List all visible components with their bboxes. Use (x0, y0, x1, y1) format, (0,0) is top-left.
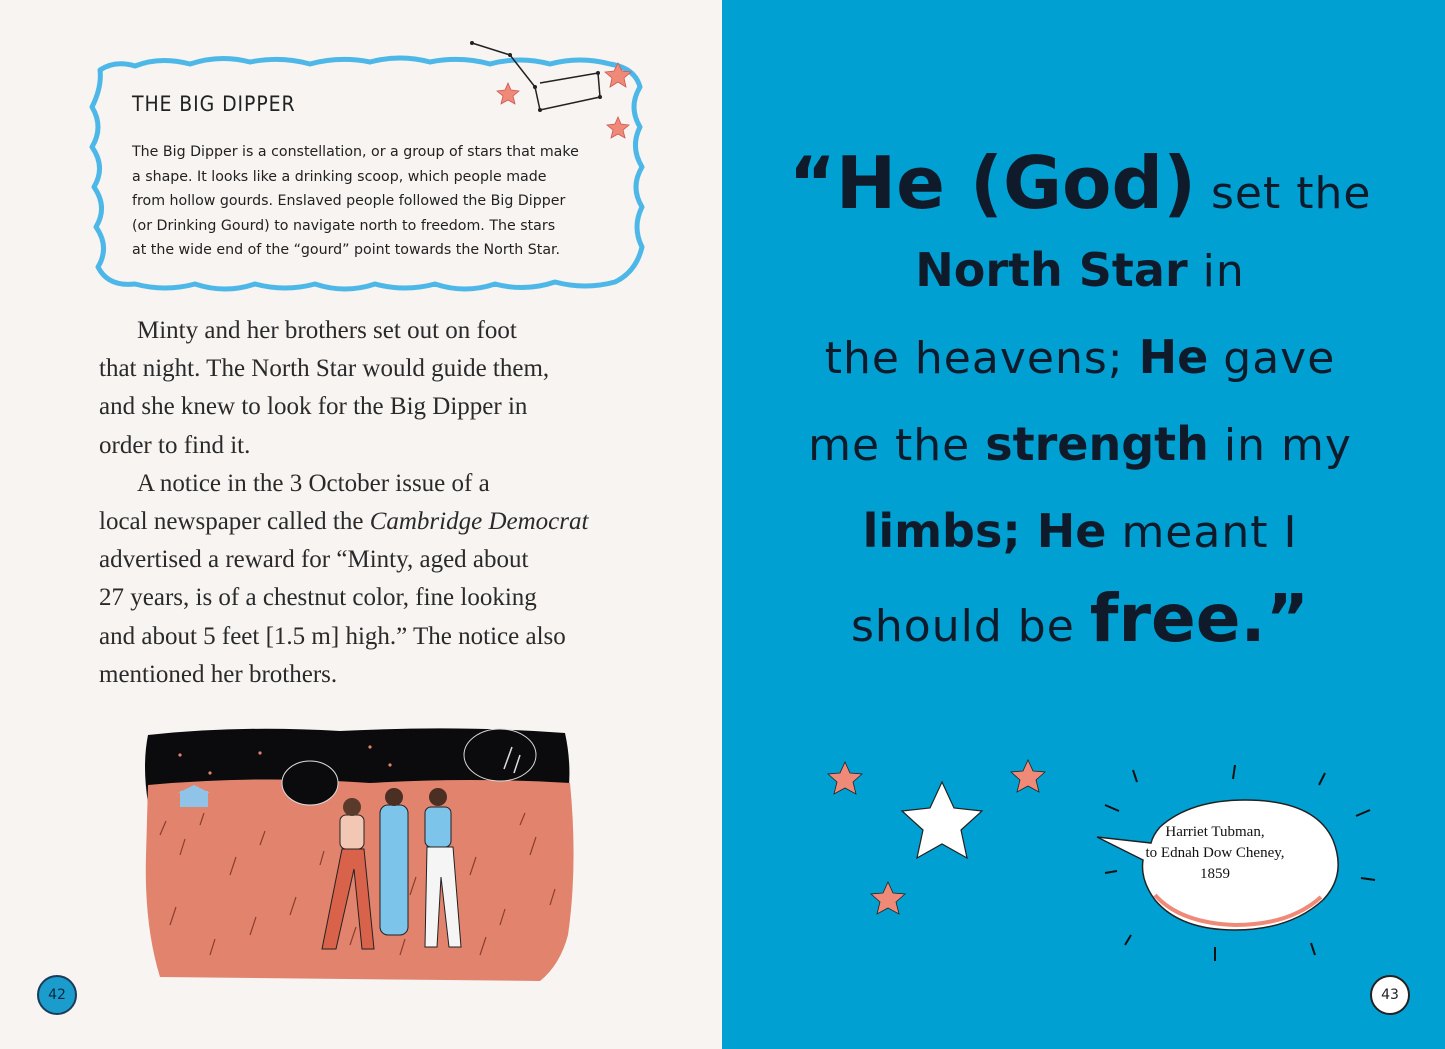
quote-text: gave (1208, 333, 1336, 384)
quote-line (760, 575, 1400, 662)
line-text: and she knew to look for the Big Dipper in (99, 393, 528, 421)
quote-emphasis: He (1138, 330, 1209, 384)
quote-emphasis: strength (985, 417, 1209, 471)
quote-line (760, 140, 1400, 227)
attribution-name: Harriet Tubman, (1165, 824, 1265, 840)
line-text: A notice in the 3 October issue of a (137, 469, 490, 497)
quote-line (760, 401, 1400, 488)
paragraph-line (99, 503, 639, 541)
line-text: and about 5 feet [1.5 m] high.” The notice also (99, 622, 566, 650)
paragraph-line (99, 350, 639, 388)
quote-emphasis: free.” (1089, 580, 1309, 657)
line-text: Minty and her brothers set out on foot (137, 317, 517, 344)
paragraph-line (99, 388, 639, 426)
line-text: 27 years, is of a chestnut color, fine looking (99, 584, 537, 612)
quote-text: should be (851, 601, 1090, 652)
page-number: 43 (1370, 975, 1410, 1015)
quote-emphasis: “He (God) (788, 141, 1196, 225)
sidebar-line: from hollow gourds. Enslaved people followed the Big Dipper (132, 193, 566, 209)
sidebar-title: THE BIG DIPPER (132, 92, 296, 116)
quote-text: set the (1195, 168, 1372, 219)
decorative-stars-icon (800, 740, 1060, 930)
line-text: that night. The North Star would guide them, (99, 355, 550, 383)
line-text: local newspaper called the (99, 508, 370, 536)
quote-line (760, 488, 1400, 575)
left-page (0, 0, 722, 1049)
quote (760, 140, 1400, 662)
sidebar-text (132, 140, 612, 263)
sidebar-line: at the wide end of the “gourd” point towards the North Star. (132, 242, 561, 258)
line-text: advertised a reward for “Minty, aged about (99, 546, 529, 574)
paragraph-line (99, 541, 639, 579)
paragraph-line (99, 465, 639, 503)
quote-line (760, 314, 1400, 401)
line-text: order to find it. (99, 431, 251, 459)
page-number: 42 (37, 975, 77, 1015)
quote-text: the heavens; (824, 333, 1139, 384)
paragraph-line (99, 427, 639, 465)
newspaper-name: Cambridge Democrat (369, 508, 589, 536)
quote-text: in my (1208, 420, 1352, 471)
quote-line (760, 227, 1400, 314)
quote-text: me the (808, 420, 986, 471)
sidebar-line: a shape. It looks like a drinking scoop, which people made (132, 168, 547, 185)
sidebar-line: The Big Dipper is a constellation, or a group of stars that make (132, 144, 579, 160)
quote-text: meant I (1106, 507, 1298, 558)
paragraph-line (99, 618, 639, 656)
line-text: mentioned her brothers. (99, 660, 338, 688)
attribution-year: 1859 (1200, 866, 1230, 882)
paragraph-line (99, 579, 639, 617)
quote-text: in (1187, 246, 1245, 297)
paragraph-line (99, 656, 639, 694)
body-text (99, 312, 639, 694)
paragraph-line (99, 312, 639, 350)
sidebar-line: (or Drinking Gourd) to navigate north to freedom. The stars (132, 217, 556, 234)
attribution (1140, 822, 1290, 885)
big-dipper-constellation-icon (460, 35, 640, 145)
quote-emphasis: North Star (915, 243, 1188, 297)
quote-emphasis: limbs; He (862, 504, 1107, 558)
attribution-recipient: to Ednah Dow Cheney, (1145, 845, 1285, 861)
night-field-illustration (140, 725, 580, 985)
